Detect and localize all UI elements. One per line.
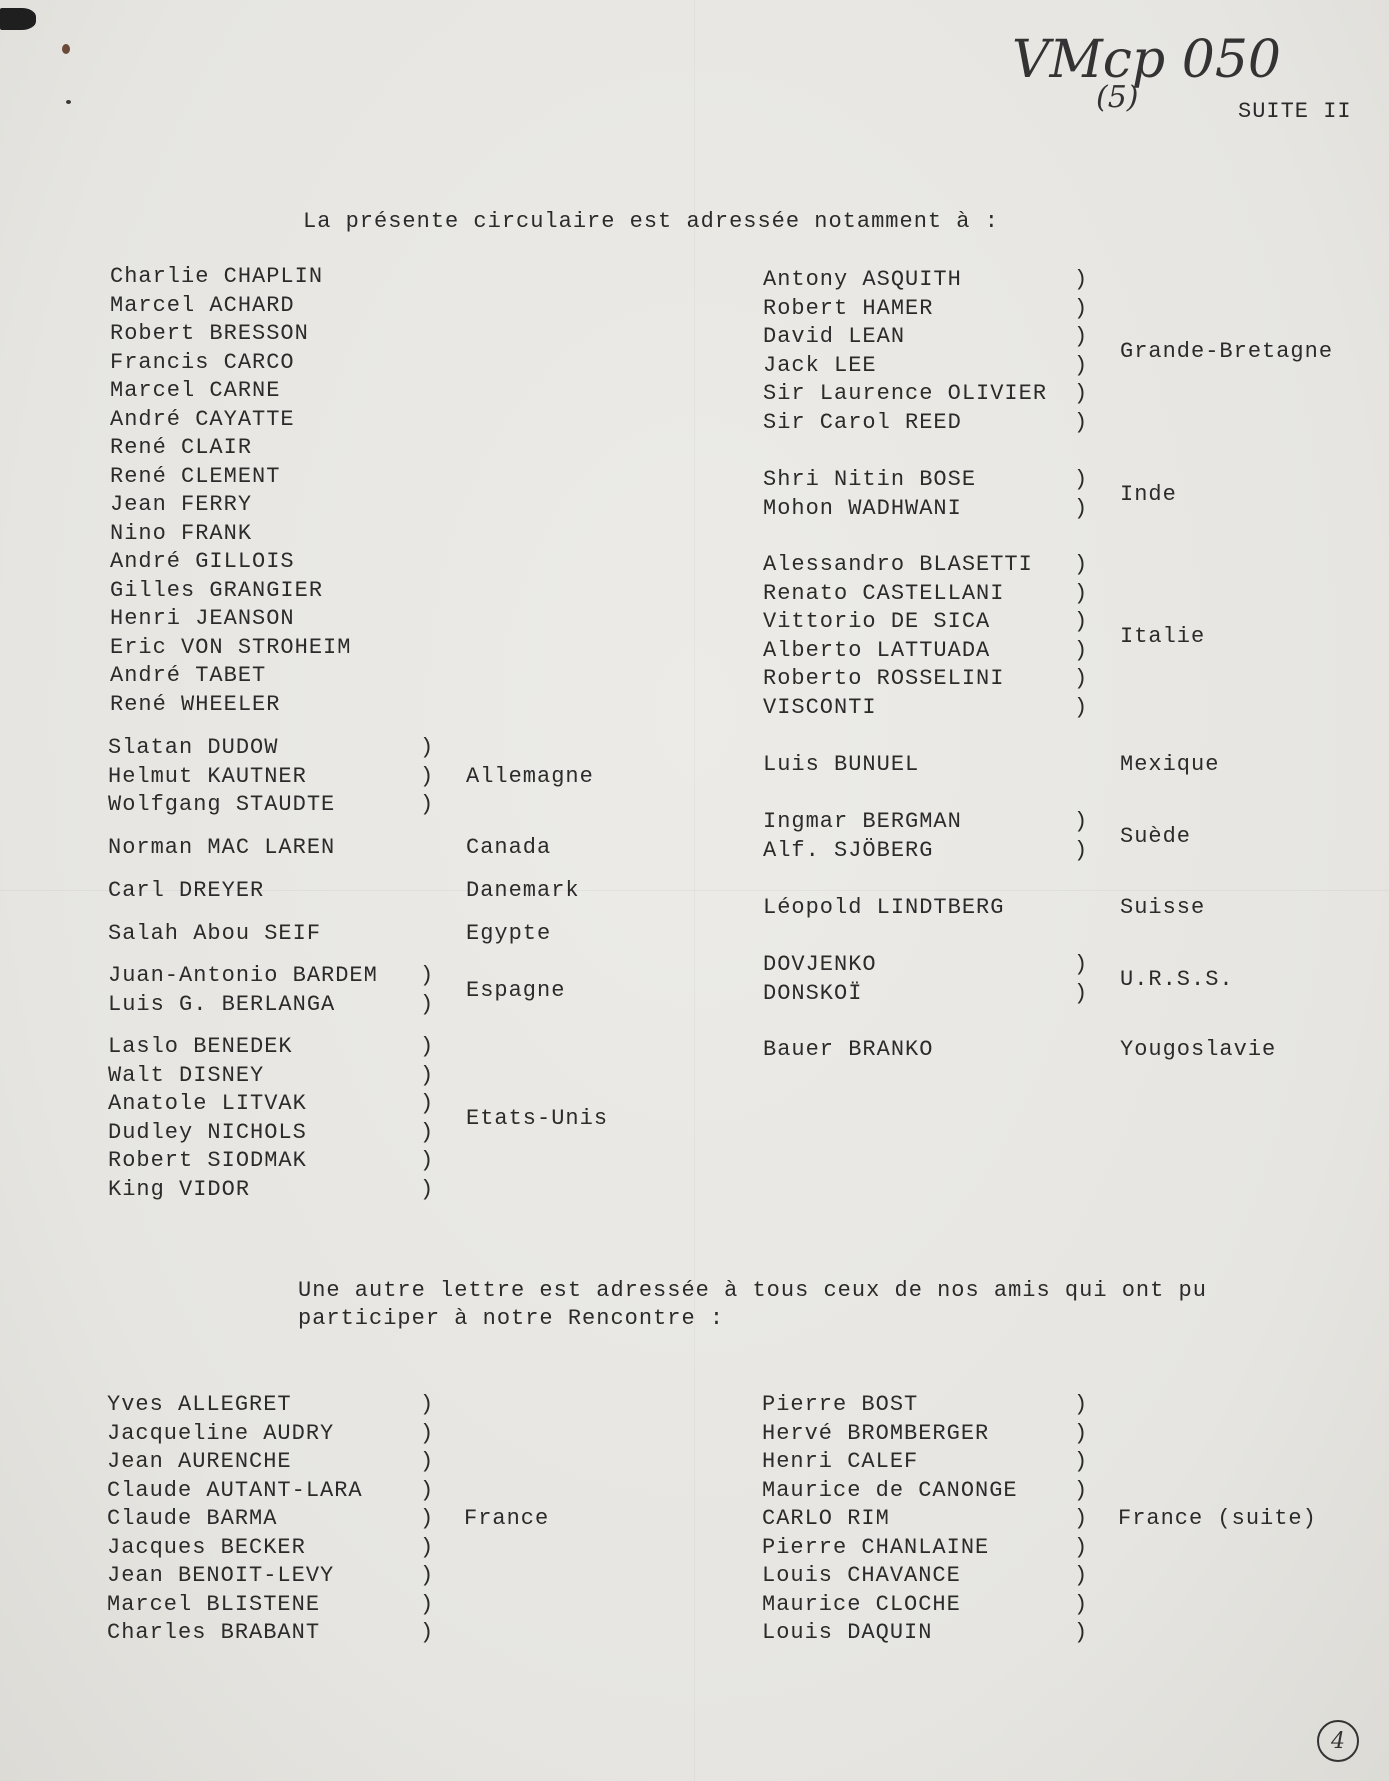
- bracket: [420, 1391, 434, 1648]
- person-name: King VIDOR: [108, 1176, 251, 1202]
- person-name: Gilles GRANGIER: [110, 577, 324, 603]
- person-name: Norman MAC LAREN: [108, 835, 336, 860]
- group-names: [763, 751, 919, 780]
- bracket-mark: ): [420, 1392, 435, 1417]
- bracket-mark: ): [420, 963, 435, 988]
- bracket-mark: ): [420, 1034, 435, 1059]
- bracket-mark: ): [1074, 1392, 1089, 1417]
- handwritten-subref: (5): [1096, 80, 1139, 115]
- person-name: Jack LEE: [763, 352, 877, 378]
- intro-line: La présente circulaire est adressée notamment à :: [303, 209, 999, 234]
- person-name: Roberto ROSSELINI: [763, 666, 1005, 691]
- group-names: [763, 808, 962, 865]
- person-name: Hervé BROMBERGER: [762, 1420, 990, 1446]
- person-name: Luis G. BERLANGA: [108, 991, 336, 1017]
- bracket-mark: ): [420, 1420, 435, 1446]
- person-name: Renato CASTELLANI: [763, 580, 1005, 606]
- person-name: CARLO RIM: [762, 1506, 890, 1531]
- person-name: Maurice de CANONGE: [762, 1477, 1018, 1503]
- bracket-mark: ): [420, 1534, 435, 1560]
- country-label: Inde: [1120, 481, 1177, 507]
- person-name: DOVJENKO: [763, 952, 877, 977]
- person-name: Eric VON STROHEIM: [110, 634, 352, 660]
- bracket-mark: ): [420, 735, 435, 760]
- bracket-mark: ): [420, 1591, 435, 1617]
- group-names: [763, 951, 877, 1008]
- person-name: Jean AURENCHE: [107, 1449, 292, 1474]
- bracket-mark: ): [420, 1091, 435, 1116]
- person-name: Salah Abou SEIF: [108, 921, 322, 946]
- bracket-mark: ): [420, 1062, 435, 1088]
- country-label: Italie: [1120, 623, 1206, 649]
- group-names: [763, 551, 1033, 722]
- person-name: Alf. SJÖBERG: [763, 837, 934, 863]
- person-name: Wolfgang STAUDTE: [108, 792, 336, 817]
- group-names: [108, 1033, 307, 1204]
- country-label: Egypte: [466, 921, 552, 947]
- person-name: Robert BRESSON: [110, 321, 309, 346]
- person-name: André CAYATTE: [110, 406, 295, 432]
- france-list: [110, 263, 351, 719]
- person-name: Juan-Antonio BARDEM: [108, 963, 378, 988]
- person-name: Alessandro BLASETTI: [763, 552, 1033, 577]
- country-label: Allemagne: [466, 763, 594, 789]
- person-name: Henri CALEF: [762, 1449, 919, 1474]
- bracket-mark: ): [1074, 980, 1089, 1006]
- person-name: Helmut KAUTNER: [108, 763, 307, 789]
- person-name: Jacques BECKER: [107, 1534, 306, 1560]
- bracket-mark: ): [1074, 467, 1089, 492]
- group-names: [108, 962, 378, 1019]
- bracket-mark: ): [420, 792, 435, 817]
- person-name: Henri JEANSON: [110, 606, 295, 631]
- second-intro-line-2: participer à notre Rencontre :: [298, 1306, 725, 1331]
- bracket-mark: ): [420, 1449, 435, 1474]
- person-name: Charlie CHAPLIN: [110, 264, 324, 289]
- bracket: [1074, 266, 1088, 437]
- person-name: Anatole LITVAK: [108, 1091, 307, 1116]
- bracket: [420, 734, 434, 820]
- bracket-mark: ): [420, 1148, 435, 1173]
- bracket: [1074, 808, 1088, 865]
- person-name: Nino FRANK: [110, 520, 253, 546]
- bracket-mark: ): [420, 1563, 435, 1588]
- person-name: Ingmar BERGMAN: [763, 809, 962, 834]
- person-name: Charles BRABANT: [107, 1620, 321, 1645]
- person-name: Yves ALLEGRET: [107, 1392, 292, 1417]
- ink-spot: [66, 100, 71, 104]
- person-name: Robert SIODMAK: [108, 1148, 307, 1173]
- bracket-mark: ): [1074, 409, 1089, 435]
- page-number: 4: [1317, 1720, 1359, 1762]
- bracket-mark: ): [1074, 1506, 1089, 1531]
- person-name: Laslo BENEDEK: [108, 1034, 293, 1059]
- bracket-mark: ): [1074, 1477, 1089, 1503]
- bracket-mark: ): [1074, 295, 1089, 321]
- group-names: [762, 1391, 1018, 1648]
- bracket: [1074, 951, 1088, 1008]
- person-name: René WHEELER: [110, 691, 281, 717]
- person-name: Bauer BRANKO: [763, 1037, 934, 1062]
- person-name: André GILLOIS: [110, 549, 295, 574]
- person-name: Slatan DUDOW: [108, 735, 279, 760]
- handwritten-reference: VMcp 050: [1012, 30, 1281, 90]
- bracket-mark: ): [1074, 1420, 1089, 1446]
- country-label: U.R.S.S.: [1120, 966, 1234, 992]
- person-name: Claude AUTANT-LARA: [107, 1477, 363, 1503]
- person-name: René CLAIR: [110, 435, 253, 460]
- group-names: [763, 266, 1047, 437]
- person-name: Dudley NICHOLS: [108, 1119, 307, 1145]
- group-names: [763, 466, 976, 523]
- person-name: DONSKOÏ: [763, 980, 863, 1006]
- person-name: Vittorio DE SICA: [763, 609, 991, 634]
- group-names: [108, 734, 335, 820]
- person-name: Alberto LATTUADA: [763, 637, 991, 663]
- bracket-mark: ): [1074, 637, 1089, 663]
- bracket: [420, 962, 434, 1019]
- person-name: Walt DISNEY: [108, 1062, 265, 1088]
- bracket-mark: ): [1074, 352, 1089, 378]
- group-names: [108, 834, 335, 863]
- bracket-mark: ): [1074, 324, 1089, 349]
- bracket: [1074, 1391, 1088, 1648]
- person-name: Carl DREYER: [108, 878, 265, 903]
- bracket-mark: ): [1074, 381, 1089, 406]
- country-label: Suisse: [1120, 895, 1206, 921]
- country-label: France: [464, 1506, 550, 1532]
- group-names: [763, 1036, 933, 1065]
- person-name: Francis CARCO: [110, 349, 295, 375]
- group-names: [763, 894, 1004, 923]
- bracket-mark: ): [420, 1620, 435, 1645]
- bracket: [420, 1033, 434, 1204]
- person-name: Antony ASQUITH: [763, 267, 962, 292]
- bracket-mark: ): [1074, 809, 1089, 834]
- country-label: Yougoslavie: [1120, 1037, 1277, 1063]
- person-name: Jean BENOIT-LEVY: [107, 1563, 335, 1588]
- bracket: [1074, 551, 1088, 722]
- bracket-mark: ): [420, 1506, 435, 1531]
- bracket-mark: ): [420, 991, 435, 1017]
- fold-line-vertical: [694, 0, 695, 1781]
- group-names: [108, 877, 264, 906]
- person-name: Mohon WADHWANI: [763, 495, 962, 521]
- country-label: Etats-Unis: [466, 1105, 609, 1131]
- person-name: André TABET: [110, 663, 267, 688]
- bracket-mark: ): [1074, 952, 1089, 977]
- person-name: Léopold LINDTBERG: [763, 895, 1005, 920]
- person-name: Maurice CLOCHE: [762, 1591, 961, 1617]
- country-label: Grande-Bretagne: [1120, 338, 1334, 364]
- person-name: Louis DAQUIN: [762, 1620, 933, 1645]
- person-name: Robert HAMER: [763, 295, 934, 321]
- group-names: [107, 1391, 363, 1648]
- person-name: Shri Nitin BOSE: [763, 467, 977, 492]
- person-name: René CLEMENT: [110, 463, 281, 489]
- bracket-mark: ): [1074, 837, 1089, 863]
- bracket-mark: ): [1074, 1534, 1089, 1560]
- person-name: Jean FERRY: [110, 492, 253, 517]
- country-label: Mexique: [1120, 752, 1220, 778]
- country-label: Danemark: [466, 878, 580, 904]
- bracket-mark: ): [1074, 495, 1089, 521]
- bracket-mark: ): [420, 1119, 435, 1145]
- country-label: Canada: [466, 835, 552, 861]
- person-name: Louis CHAVANCE: [762, 1563, 961, 1588]
- person-name: Jacqueline AUDRY: [107, 1420, 335, 1446]
- bracket-mark: ): [1074, 1620, 1089, 1645]
- bracket-mark: ): [1074, 666, 1089, 691]
- ink-spot: [62, 44, 70, 54]
- person-name: Luis BUNUEL: [763, 752, 920, 777]
- bracket-mark: ): [1074, 609, 1089, 634]
- person-name: VISCONTI: [763, 694, 877, 720]
- suite-label: SUITE II: [1238, 99, 1352, 124]
- bracket-mark: ): [1074, 580, 1089, 606]
- bracket-mark: ): [420, 1176, 435, 1202]
- second-intro-line-1: Une autre lettre est adressée à tous ceux de nos amis qui ont pu: [298, 1278, 1207, 1303]
- person-name: Marcel ACHARD: [110, 292, 295, 318]
- bracket-mark: ): [1074, 1563, 1089, 1588]
- person-name: Marcel CARNE: [110, 378, 281, 403]
- ink-blot: [0, 8, 36, 30]
- person-name: Claude BARMA: [107, 1506, 278, 1531]
- bracket-mark: ): [1074, 552, 1089, 577]
- person-name: Pierre CHANLAINE: [762, 1534, 990, 1560]
- country-label: Espagne: [466, 977, 566, 1003]
- bracket-mark: ): [1074, 694, 1089, 720]
- bracket-mark: ): [1074, 267, 1089, 292]
- bracket-mark: ): [1074, 1591, 1089, 1617]
- person-name: Marcel BLISTENE: [107, 1591, 321, 1617]
- country-label: France (suite): [1118, 1506, 1317, 1532]
- person-name: Pierre BOST: [762, 1392, 919, 1417]
- bracket-mark: ): [420, 763, 435, 789]
- bracket-mark: ): [420, 1477, 435, 1503]
- country-label: Suède: [1120, 823, 1192, 849]
- person-name: Sir Laurence OLIVIER: [763, 381, 1048, 406]
- person-name: Sir Carol REED: [763, 409, 962, 435]
- person-name: David LEAN: [763, 324, 906, 349]
- bracket: [1074, 466, 1088, 523]
- bracket-mark: ): [1074, 1449, 1089, 1474]
- group-names: [108, 920, 321, 949]
